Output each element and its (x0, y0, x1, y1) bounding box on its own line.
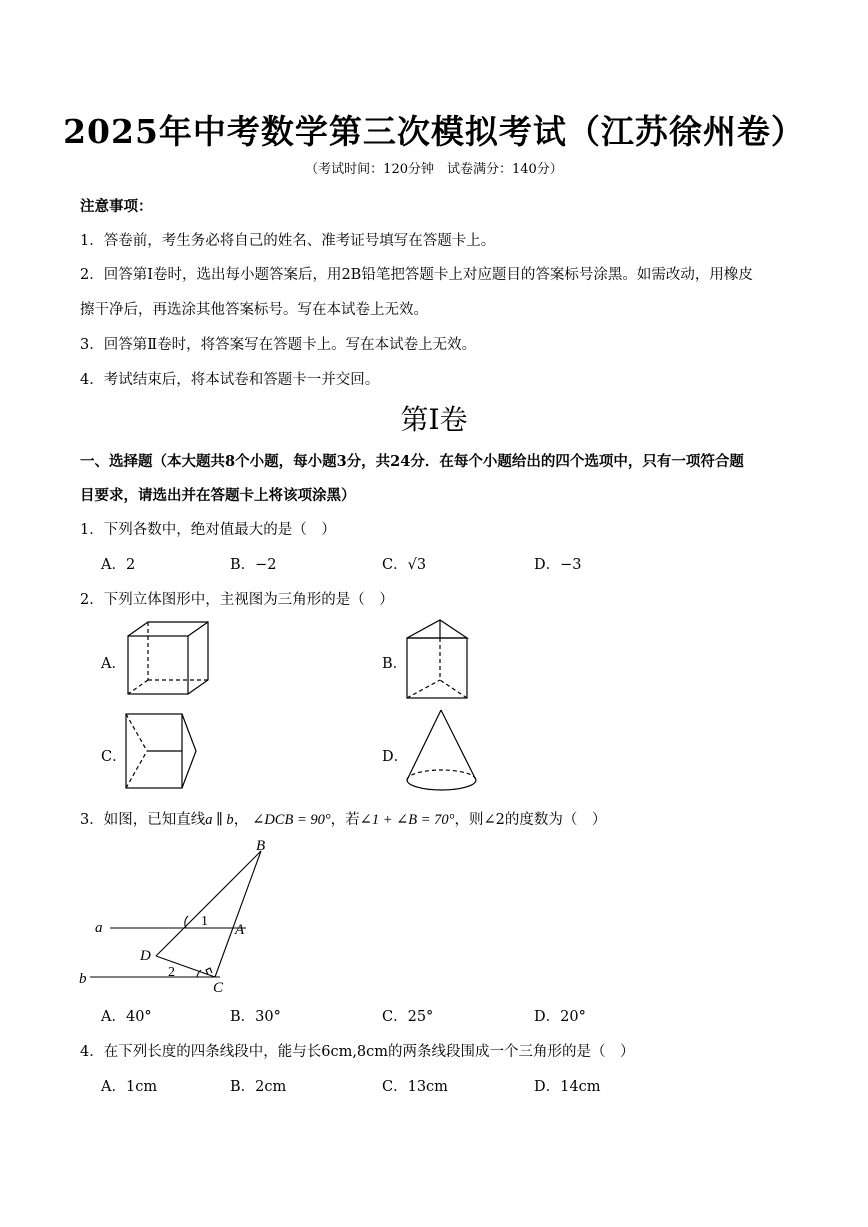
question-3-option-b: B．30° (230, 1009, 281, 1025)
question-1-option-c: C．√3 (382, 557, 427, 573)
section1-instructions-line-1: 一、选择题（本大题共8个小题，每小题3分，共24分．在每个小题给出的四个选项中，只有一项符合题 (80, 453, 744, 470)
question-3-stem (80, 808, 606, 829)
segment-bc (215, 851, 261, 977)
point-b-label: B (256, 838, 266, 854)
question-3-stem-part-1: 3．如图，已知直线 (80, 812, 206, 828)
notice-item-4: 4．考试结束后，将本试卷和答题卡一并交回。 (80, 372, 380, 388)
point-c-label: C (213, 980, 224, 995)
triangular-prism-figure (400, 616, 480, 702)
question-1-stem: 1．下列各数中，绝对值最大的是（ ） (80, 522, 336, 538)
angle-1-label: 1 (201, 914, 208, 929)
question-1-option-b: B．−2 (230, 557, 277, 573)
notice-item-3: 3．回答第Ⅱ卷时，将答案写在答题卡上。写在本试卷上无效。 (80, 337, 477, 353)
segment-dc (156, 956, 215, 977)
cone-figure (402, 706, 487, 798)
question-3-parallel-lines: a ∥ b (205, 812, 234, 828)
question-3-stem-part-4: ，则∠2的度数为（ ） (454, 812, 607, 828)
question-2-label-c: C． (101, 749, 127, 765)
question-4-stem: 4．在下列长度的四条线段中，能与长6cm,8cm的两条线段围成一个三角形的是（ ） (80, 1044, 635, 1060)
question-4-option-a: A．1cm (101, 1079, 158, 1095)
question-1-option-d: D．−3 (534, 557, 582, 573)
geometry-figure (75, 833, 275, 995)
angle-2-label: 2 (168, 965, 175, 980)
exam-subtitle: （考试时间：120分钟 试卷满分：140分） (305, 162, 563, 177)
question-2-label-a: A． (101, 656, 126, 672)
question-3-stem-part-2: ， (233, 812, 249, 828)
section1-instructions-line-2: 目要求，请选出并在答题卡上将该项涂黑） (80, 487, 356, 504)
question-4-option-b: B．2cm (230, 1079, 287, 1095)
exam-title: 2025年中考数学第三次模拟考试（江苏徐州卷） (63, 112, 805, 151)
pentagonal-prism-figure (120, 710, 205, 792)
question-3-option-c: C．25° (382, 1009, 434, 1025)
cube-figure (120, 618, 215, 698)
question-4-option-c: C．13cm (382, 1079, 448, 1095)
notice-item-2-line-1: 2．回答第Ⅰ卷时，选出每小题答案后，用2B铅笔把答题卡上对应题目的答案标号涂黑。如需改动，用橡皮 (80, 267, 753, 283)
section-title: 第Ⅰ卷 (400, 403, 468, 436)
notice-item-1: 1．答卷前，考生务必将自己的姓名、准考证号填写在答题卡上。 (80, 233, 496, 249)
notice-heading: 注意事项： (80, 198, 153, 215)
question-3-option-d: D．20° (534, 1009, 586, 1025)
line-b-label: b (79, 971, 87, 987)
question-2-label-b: B． (382, 656, 408, 672)
question-2-label-d: D． (382, 749, 409, 765)
notice-item-2-line-2: 擦干净后，再选涂其他答案标号。写在本试卷上无效。 (80, 302, 428, 318)
question-4-option-d: D．14cm (534, 1079, 601, 1095)
question-3-stem-part-3: ，若 (330, 812, 360, 828)
question-3-option-a: A．40° (101, 1009, 152, 1025)
question-1-option-a: A．2 (101, 557, 136, 573)
point-d-label: D (140, 948, 151, 964)
question-3-angle-sum: ∠1 + ∠B = 70° (359, 812, 455, 828)
question-2-stem: 2．下列立体图形中，主视图为三角形的是（ ） (80, 592, 394, 608)
question-3-angle-dcb: ∠DCB = 90° (252, 812, 331, 828)
segment-bd (156, 851, 261, 956)
right-angle-mark (206, 968, 212, 975)
line-a-label: a (95, 920, 103, 936)
point-a-label: A (235, 922, 245, 938)
